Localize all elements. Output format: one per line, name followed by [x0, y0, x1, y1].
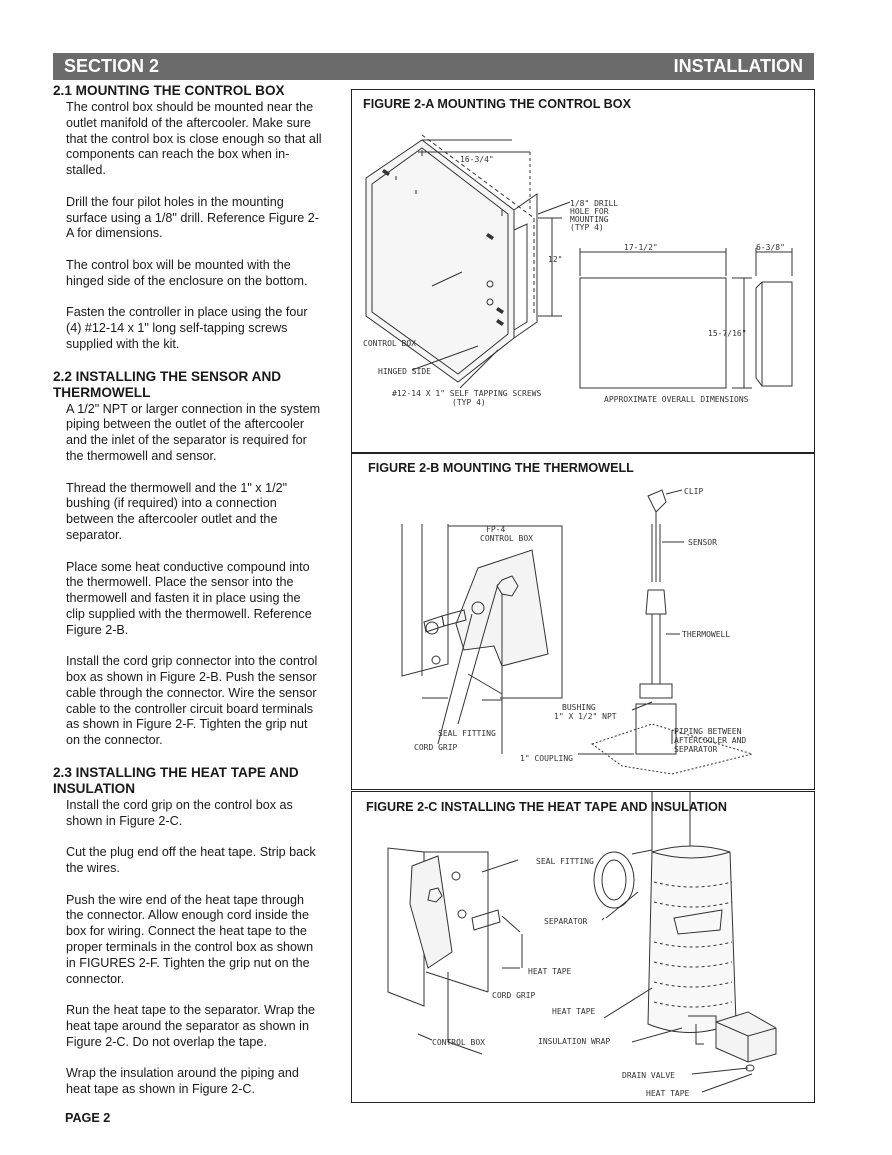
heading-2-1: 2.1 MOUNTING THE CONTROL BOX [53, 83, 285, 98]
section-2-1 [53, 83, 343, 353]
section-2-3 [53, 765, 343, 1098]
paragraph: Run the heat tape to the separator. Wrap the heat tape around the separator as shown in Figure 2-C. Do not overlap the tape. [66, 1003, 316, 1049]
figure-2a [351, 89, 815, 453]
label-cord-grip: CORD GRIP [414, 743, 458, 752]
figure-2b [351, 453, 815, 790]
figure-2b-drawing [352, 454, 814, 789]
paragraph: Install the cord grip on the control box as shown in Figure 2-C. [66, 797, 293, 828]
paragraph: Cut the plug end off the heat tape. Strip back the wires. [66, 845, 316, 876]
section-header [53, 53, 814, 80]
label-separator: SEPARATOR [544, 917, 588, 926]
label-thermowell: THERMOWELL [682, 630, 731, 639]
figure-2a-drawing [352, 90, 814, 452]
label-dim-height: 12" [548, 255, 563, 264]
paragraph: Push the wire end of the heat tape through the connector. Allow enough cord inside the box for wiring. Connect the heat tape to the proper terminals in the control box as shown in FIGURES 2-F. Tighten the grip nut on the connector. [66, 892, 314, 986]
label-fp4: FP-4 CONTROL BOX [480, 525, 533, 543]
label-piping: PIPING BETWEEN AFTERCOOLER AND SEPARATOR [674, 727, 747, 754]
paragraph: A 1/2" NPT or larger connection in the system piping between the outlet of the aftercooler and the inlet of the separator is required for the thermowell and sensor. [66, 401, 321, 463]
paragraph: Fasten the controller in place using the four (4) #12-14 x 1" long self-tapping screws supplied with the kit. [66, 305, 308, 351]
paragraph: Install the cord grip connector into the control box as shown in Figure 2-B. Push the sensor cable through the connector. Wire the sensor cable to the controller circuit board terminals as shown in Figure 2-F. Tighten the grip nut on the connector. [66, 654, 318, 748]
section-2-2 [53, 369, 343, 750]
figure-2a-title: FIGURE 2-A MOUNTING THE CONTROL BOX [363, 97, 631, 111]
label-dim-width: 16-3/4" [460, 155, 494, 164]
paragraph: Drill the four pilot holes in the mounting surface using a 1/8" drill. Reference Figure 2- A for dimensions. [66, 194, 319, 241]
figure-2b-title: FIGURE 2-B MOUNTING THE THERMOWELL [368, 461, 634, 475]
label-bushing: BUSHING 1" X 1/2" NPT [554, 703, 617, 721]
paragraph: Place some heat conductive compound into the thermowell. Place the sensor into the thermowell and fasten it in place using the clip supplied with the thermowell. Reference Figure 2-B. [66, 559, 312, 637]
section-number: SECTION 2 [64, 56, 160, 76]
label-seal-fitting: SEAL FITTING [438, 729, 496, 738]
label-heat-tape: HEAT TAPE [528, 967, 572, 976]
label-overall: APPROXIMATE OVERALL DIMENSIONS [604, 395, 749, 404]
label-sensor: SENSOR [688, 538, 717, 547]
label-hinged-side: HINGED SIDE [378, 367, 431, 376]
label-control-box: CONTROL BOX [432, 1038, 485, 1047]
paragraph: Wrap the insulation around the piping and heat tape as shown in Figure 2-C. [66, 1066, 299, 1097]
instructions-column [53, 83, 343, 1114]
label-drain-valve: DRAIN VALVE [622, 1071, 675, 1080]
label-coupling: 1" COUPLING [520, 754, 573, 763]
label-heat-tape: HEAT TAPE [552, 1007, 596, 1016]
heading-2-2: 2.2 INSTALLING THE SENSOR AND THERMOWELL [53, 368, 282, 400]
paragraph: Thread the thermowell and the 1" x 1/2" bushing (if required) into a connection between the aftercooler outlet and the separator. [66, 480, 288, 542]
figure-2c-title: FIGURE 2-C INSTALLING THE HEAT TAPE AND INSULATION [366, 800, 728, 814]
section-title: INSTALLATION [673, 56, 803, 76]
label-dim-15: 15-7/16" [708, 329, 747, 338]
label-control-box: CONTROL BOX [363, 339, 416, 348]
label-seal-fitting: SEAL FITTING [536, 857, 594, 866]
figure-2c-drawing [352, 792, 814, 1102]
label-screws: #12-14 X 1" SELF TAPPING SCREWS (TYP 4) [392, 389, 542, 407]
page-number: PAGE 2 [65, 1111, 111, 1125]
label-heat-tape: HEAT TAPE [646, 1089, 690, 1098]
label-cord-grip: CORD GRIP [492, 991, 536, 1000]
label-drill: 1/8" DRILL HOLE FOR MOUNTING (TYP 4) [570, 199, 619, 232]
paragraph: The control box will be mounted with the hinged side of the enclosure on the bottom. [66, 257, 308, 288]
paragraph: The control box should be mounted near the outlet manifold of the aftercooler. Make sure that the control box is close enough so that all components can reach the box when in- stalled. [66, 100, 322, 178]
heading-2-3: 2.3 INSTALLING THE HEAT TAPE AND INSULATION [53, 764, 299, 796]
label-dim-17: 17-1/2" [624, 243, 658, 252]
label-clip: CLIP [684, 487, 704, 496]
figure-2c [351, 791, 815, 1103]
label-insulation-wrap: INSULATION WRAP [538, 1037, 611, 1046]
label-dim-6: 6-3/8" [756, 243, 785, 252]
